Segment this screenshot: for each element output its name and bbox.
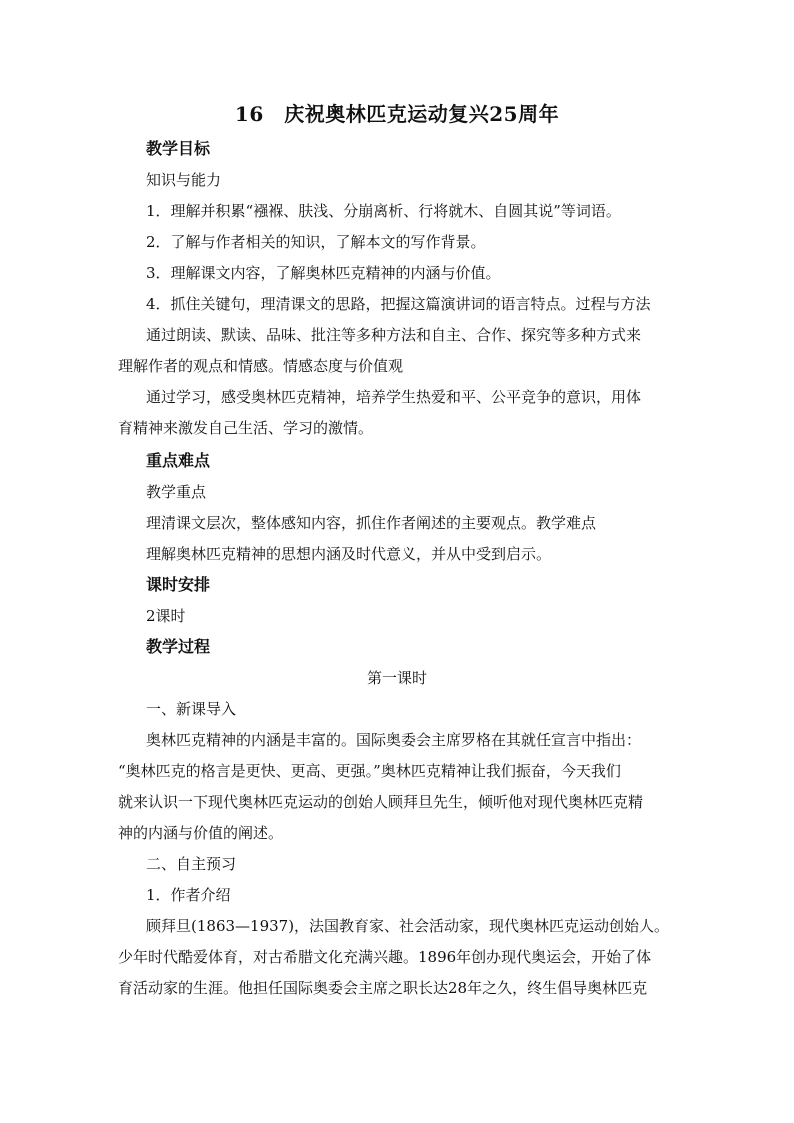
intro-line-3: 就来认识一下现代奥林匹克运动的创始人顾拜旦先生，倾听他对现代奥林匹克精 <box>118 793 644 811</box>
author-line-2: 少年时代酷爱体育，对古希腊文化充满兴趣。1896年创办现代奥运会，开始了体 <box>118 948 652 966</box>
key-point-text: 理清课文层次，整体感知内容，抓住作者阐述的主要观点。教学难点 <box>146 514 597 532</box>
goal-2: 2．了解与作者相关的知识，了解本文的写作背景。 <box>146 233 486 251</box>
page-title: 16 庆祝奥林匹克运动复兴25周年 <box>234 102 560 126</box>
subheading-key-point: 教学重点 <box>146 483 207 501</box>
difficulty-text: 理解奥林匹克精神的思想内涵及时代意义，并从中受到启示。 <box>146 545 552 563</box>
heading-process: 教学过程 <box>146 637 211 656</box>
schedule-text: 2课时 <box>146 607 186 625</box>
goal-3: 3．理解课文内容，了解奥林匹克精神的内涵与价值。 <box>146 264 501 282</box>
author-line-1: 顾拜旦(1863—1937)，法国教育家、社会活动家，现代奥林匹克运动创始人。 <box>146 917 670 935</box>
intro-line-2: “奥林匹克的格言是更快、更高、更强。”奥林匹克精神让我们振奋，今天我们 <box>118 762 621 780</box>
emotion-line-2: 育精神来激发自己生活、学习的激情。 <box>118 419 374 437</box>
heading-schedule: 课时安排 <box>146 575 211 594</box>
author-heading: 1．作者介绍 <box>146 886 231 904</box>
intro-line-1: 奥林匹克精神的内涵是丰富的。国际奥委会主席罗格在其就任宣言中指出： <box>146 731 642 749</box>
lesson-one-label: 第一课时 <box>366 669 427 687</box>
intro-heading: 一、新课导入 <box>146 700 237 718</box>
intro-line-4: 神的内涵与价值的阐述。 <box>118 824 284 842</box>
emotion-line-1: 通过学习，感受奥林匹克精神，培养学生热爱和平、公平竞争的意识，用体 <box>146 388 642 406</box>
method-line-1: 通过朗读、默读、品味、批注等多种方法和自主、合作、探究等多种方式来 <box>146 326 642 344</box>
heading-key-points: 重点难点 <box>146 451 211 470</box>
method-line-2: 理解作者的观点和情感。情感态度与价值观 <box>118 357 404 375</box>
preview-heading: 二、自主预习 <box>146 855 237 873</box>
subheading-knowledge: 知识与能力 <box>146 171 222 189</box>
heading-teaching-goals: 教学目标 <box>146 139 211 158</box>
goal-4: 4．抓住关键句，理清课文的思路，把握这篇演讲词的语言特点。过程与方法 <box>146 295 651 313</box>
goal-1: 1．理解并积累“襁褓、肤浅、分崩离析、行将就木、自圆其说”等词语。 <box>146 202 621 220</box>
author-line-3: 育活动家的生涯。他担任国际奥委会主席之职长达28年之久，终生倡导奥林匹克 <box>118 979 648 997</box>
